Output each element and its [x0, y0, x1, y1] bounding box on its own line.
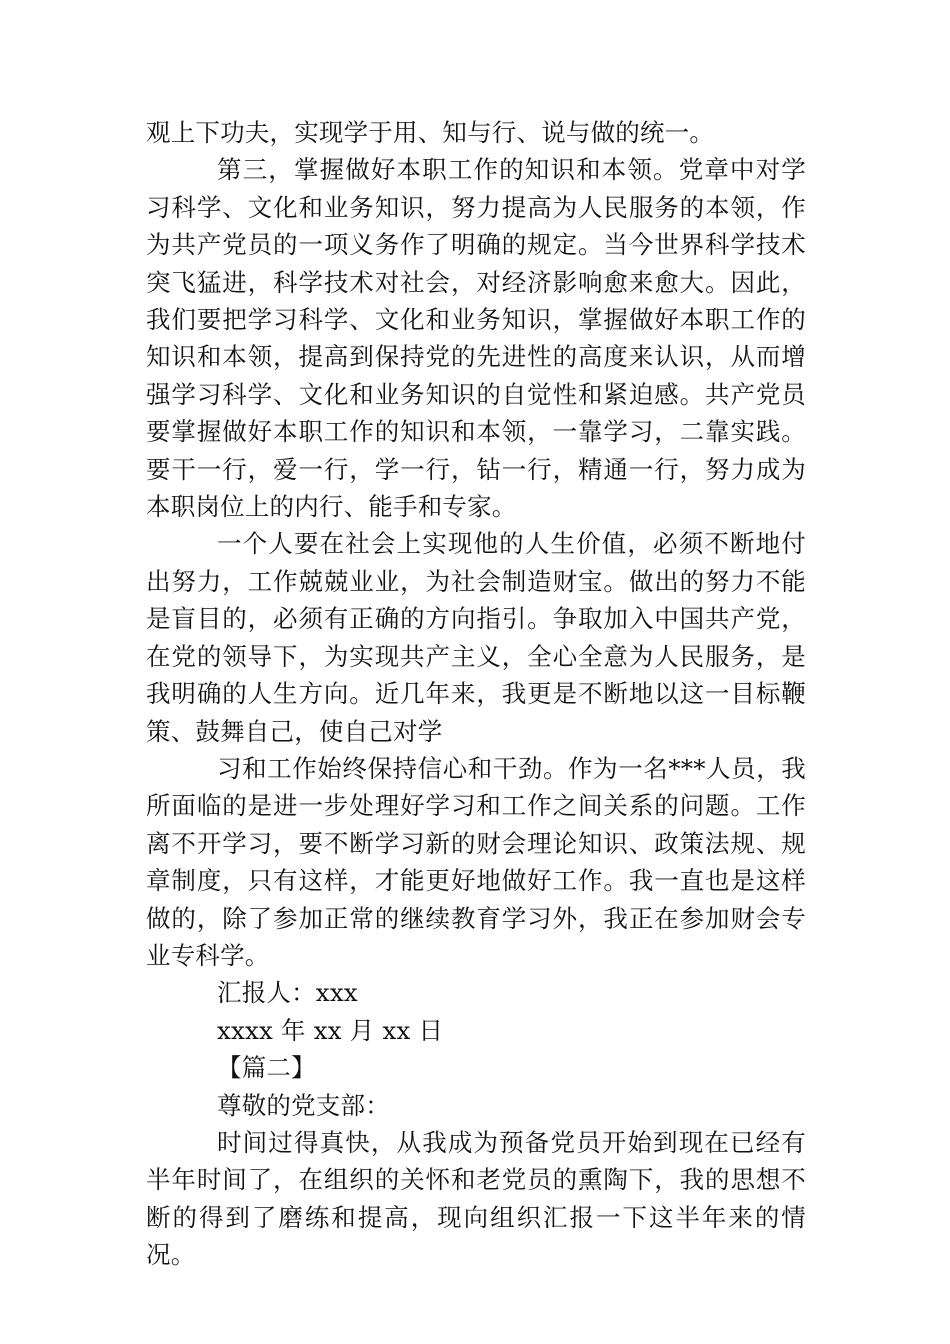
- section-heading: 【篇二】: [217, 1053, 316, 1083]
- paragraph-intro-tail: 观上下功夫，实现学于用、知与行、说与做的统一。: [146, 118, 715, 147]
- paragraph-third-point: 第三，掌握做好本职工作的知识和本领。党章中对学习科学、文化和业务知识，努力提高为人民服务的本领，作为共产党员的一项义务作了明确的规定。当今世界科学技术突飞猛进，科学技术对社会，对经济影响愈来愈大。因此，我们要把学习科学、文化和业务知识，掌握做好本职工作的知识和本领，提高到保持党的先进性的高度来认识，从而增强学习科学、文化和业务知识的自觉性和紧迫感。共产党员要掌握做好本职工作的知识和本领，一靠学习，二靠实践。要干一行，爱一行，学一行，钻一行，精通一行，努力成为本职岗位上的内行、能手和专家。: [146, 155, 806, 522]
- salutation: 尊敬的党支部：: [217, 1090, 390, 1120]
- paragraph-half-year: 时间过得真快，从我成为预备党员开始到现在已经有半年时间了，在组织的关怀和老党员的熏陶下，我的思想不断的得到了磨练和提高，现向组织汇报一下这半年来的情况。: [146, 1127, 806, 1270]
- document-body: [146, 114, 806, 1274]
- report-date: xxxx 年 xx 月 xx 日: [217, 1015, 444, 1045]
- paragraph-work-study: 习和工作始终保持信心和干劲。作为一名***人员，我所面临的是进一步处理好学习和工作之间关系的问题。工作离不开学习，要不断学习新的财会理论知识、政策法规、规章制度，只有这样，才能更好地做好工作。我一直也是这样做的，除了参加正常的继续教育学习外，我正在参加财会专业专科学。: [146, 753, 806, 970]
- reporter-signature: 汇报人：xxx: [217, 978, 358, 1008]
- paragraph-life-value: 一个人要在社会上实现他的人生价值，必须不断地付出努力，工作兢兢业业，为社会制造财宝。做出的努力不能是盲目的，必须有正确的方向指引。争取加入中国共产党，在党的领导下，为实现共产主义，全心全意为人民服务，是我明确的人生方向。近几年来，我更是不断地以这一目标鞭策、鼓舞自己，使自己对学: [146, 529, 806, 746]
